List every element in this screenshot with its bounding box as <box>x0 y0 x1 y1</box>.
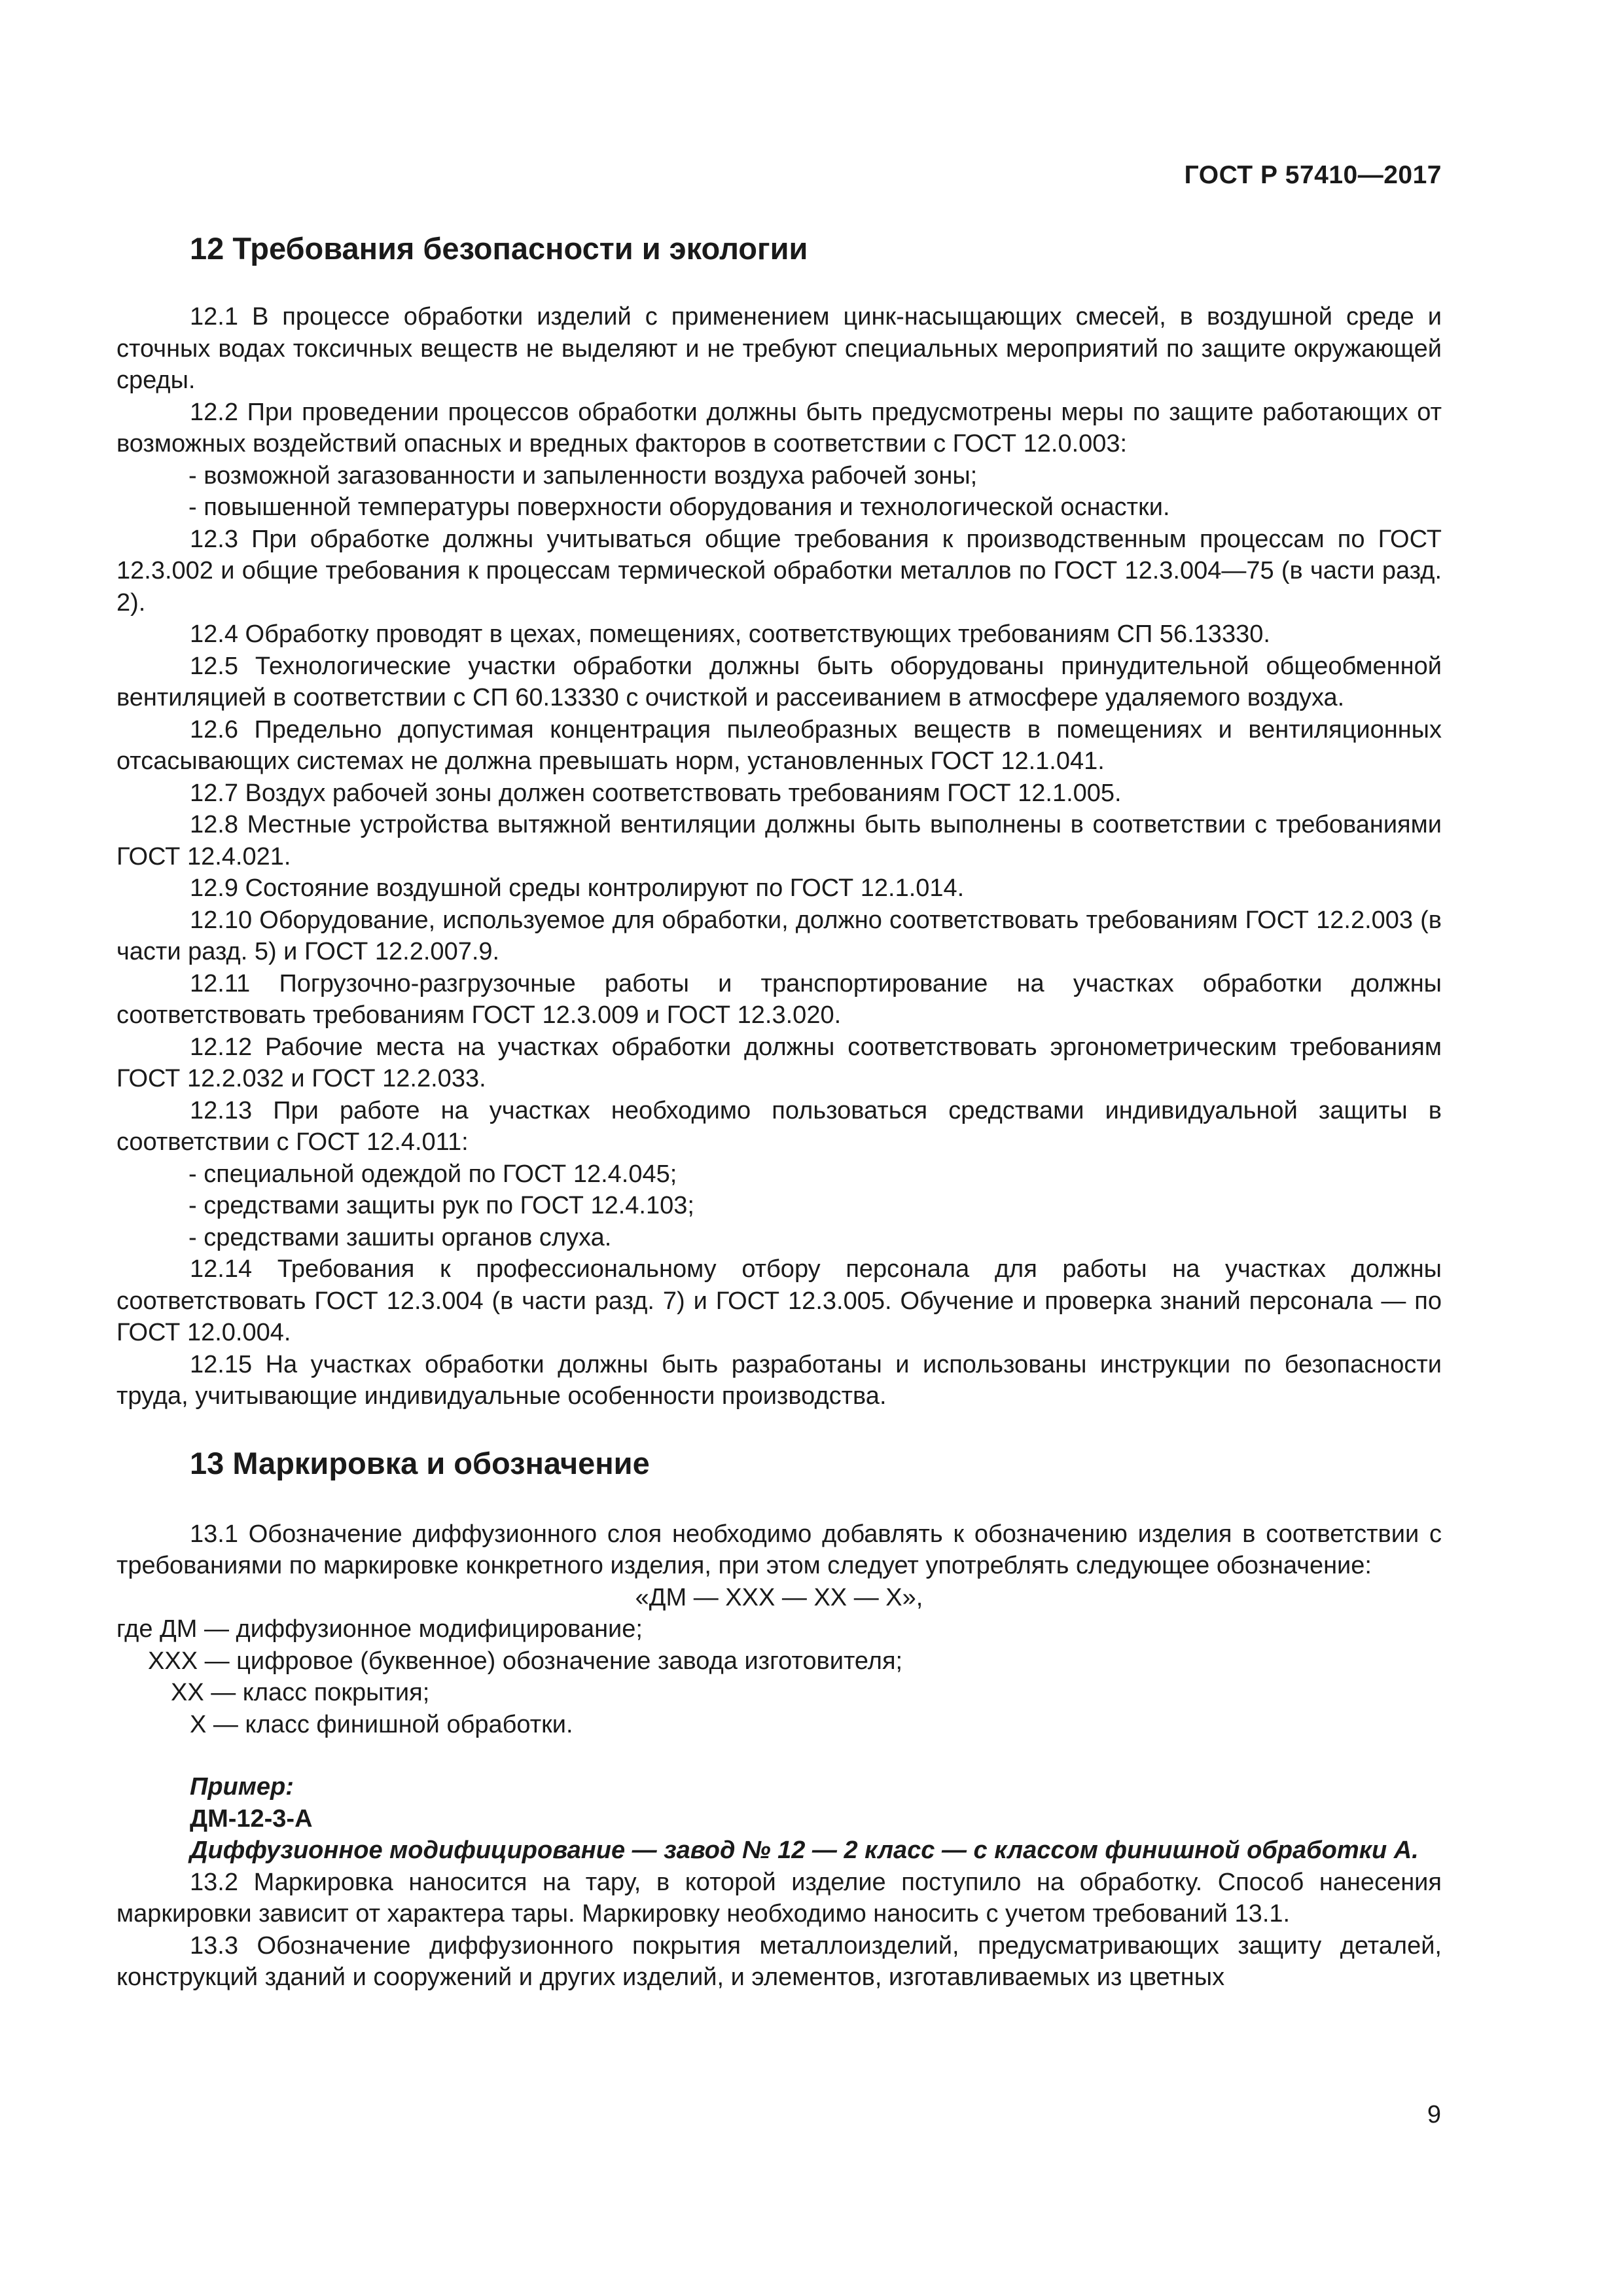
paragraph-12-8: 12.8 Местные устройства вытяжной вентиляции должны быть выполнены в соответствии с требованиями ГОСТ 12.4.021. <box>116 811 1442 870</box>
paragraph-12-2: 12.2 При проведении процессов обработки должны быть предусмотрены меры по защите работающих от возможных воздействий опасных и вредных факторов в соответствии с ГОСТ 12.0.003: <box>116 398 1442 457</box>
paragraph-12-7: 12.7 Воздух рабочей зоны должен соответствовать требованиям ГОСТ 12.1.005. <box>190 779 1122 807</box>
spacer <box>116 1740 1442 1771</box>
list-item: - средствами зашиты органов слуха. <box>188 1223 612 1251</box>
definition-item: Х — класс финишной обработки. <box>190 1710 573 1738</box>
paragraph-12-3: 12.3 При обработке должны учитываться общие требования к производственным процессам по ГОСТ 12.3.002 и общие требования к процессам термической обработки металлов по ГОСТ 12.3.004—75 (в части разд. 2). <box>116 525 1442 617</box>
example-label: Пример: <box>190 1773 294 1801</box>
list-item: - возможной загазованности и запыленности воздуха рабочей зоны; <box>188 461 978 490</box>
definition-item: ХХ — класс покрытия; <box>171 1679 430 1706</box>
paragraph-12-6: 12.6 Предельно допустимая концентрация пылеобразных веществ в помещениях и вентиляционных отсасывающих системах не должна превышать норм, установленных ГОСТ 12.1.041. <box>116 715 1442 775</box>
paragraph-12-4: 12.4 Обработку проводят в цехах, помещениях, соответствующих требованиям СП 56.13330. <box>190 620 1270 648</box>
list-item: - средствами защиты рук по ГОСТ 12.4.103; <box>188 1192 694 1219</box>
page-number: 9 <box>1427 2101 1441 2128</box>
section-13-title: 13 Маркировка и обозначение <box>190 1445 650 1480</box>
section-12-title: 12 Требования безопасности и экологии <box>190 231 808 266</box>
definition-item: где ДМ — диффузионное модифицирование; <box>116 1615 643 1643</box>
example-text: Диффузионное модифицирование — завод № 12 — 2 класс — с классом финишной обработки А. <box>190 1837 1419 1864</box>
paragraph-12-1: 12.1 В процессе обработки изделий с применением цинк-насыщающих смесей, в воздушной среде и сточных водах токсичных веществ не выделяют и не требуют специальных мероприятий по защите окружающей среды. <box>116 303 1442 394</box>
document-body <box>116 229 1442 1994</box>
paragraph-12-15: 12.15 На участках обработки должны быть разработаны и использованы инструкции по безопасности труда, учитывающие индивидуальные особенности производства. <box>116 1350 1442 1410</box>
paragraph-12-13: 12.13 При работе на участках необходимо пользоваться средствами индивидуальной защиты в соответствии с ГОСТ 12.4.011: <box>116 1096 1442 1156</box>
paragraph-12-10: 12.10 Оборудование, используемое для обработки, должно соответствовать требованиям ГОСТ 12.2.003 (в части разд. 5) и ГОСТ 12.2.007.9. <box>116 906 1442 965</box>
example-code: ДМ-12-3-А <box>190 1804 313 1833</box>
designation-formula: «ДМ — ХХХ — ХХ — Х», <box>635 1583 923 1611</box>
paragraph-13-2: 13.2 Маркировка наносится на тару, в которой изделие поступило на обработку. Способ нанесения маркировки зависит от характера тары. Маркировку необходимо наносить с учетом требований 13.1. <box>116 1868 1442 1928</box>
paragraph-13-1: 13.1 Обозначение диффузионного слоя необходимо добавлять к обозначению изделия в соответствии с требованиями по маркировке конкретного изделия, при этом следует употреблять следующее обозначение: <box>116 1520 1442 1579</box>
document-id-header: ГОСТ Р 57410—2017 <box>1184 161 1442 189</box>
paragraph-13-3: 13.3 Обозначение диффузионного покрытия металлоизделий, предусматривающих защиту деталей, конструкций зданий и сооружений и других изделий, и элементов, изготавливаемых из цветных <box>116 1931 1442 1991</box>
list-item: - специальной одеждой по ГОСТ 12.4.045; <box>188 1160 677 1188</box>
definition-item: ХХХ — цифровое (буквенное) обозначение завода изготовителя; <box>148 1647 903 1675</box>
paragraph-12-11: 12.11 Погрузочно-разгрузочные работы и транспортирование на участках обработки должны соответствовать требованиям ГОСТ 12.3.009 и ГОСТ 12.3.020. <box>116 969 1442 1029</box>
paragraph-12-5: 12.5 Технологические участки обработки должны быть оборудованы принудительной общеобменной вентиляцией в соответствии с СП 60.13330 с очисткой и рассеиванием в атмосфере удаляемого воздуха. <box>116 652 1442 711</box>
paragraph-12-12: 12.12 Рабочие места на участках обработки должны соответствовать эргонометрическим требованиям ГОСТ 12.2.032 и ГОСТ 12.2.033. <box>116 1033 1442 1092</box>
paragraph-12-14: 12.14 Требования к профессиональному отбору персонала для работы на участках должны соответствовать ГОСТ 12.3.004 (в части разд. 7) и ГОСТ 12.3.005. Обучение и проверка знаний персонала — по ГОСТ 12.0.004. <box>116 1255 1442 1346</box>
list-item: - повышенной температуры поверхности оборудования и технологической оснастки. <box>188 493 1170 521</box>
paragraph-12-9: 12.9 Состояние воздушной среды контролируют по ГОСТ 12.1.014. <box>190 874 965 902</box>
